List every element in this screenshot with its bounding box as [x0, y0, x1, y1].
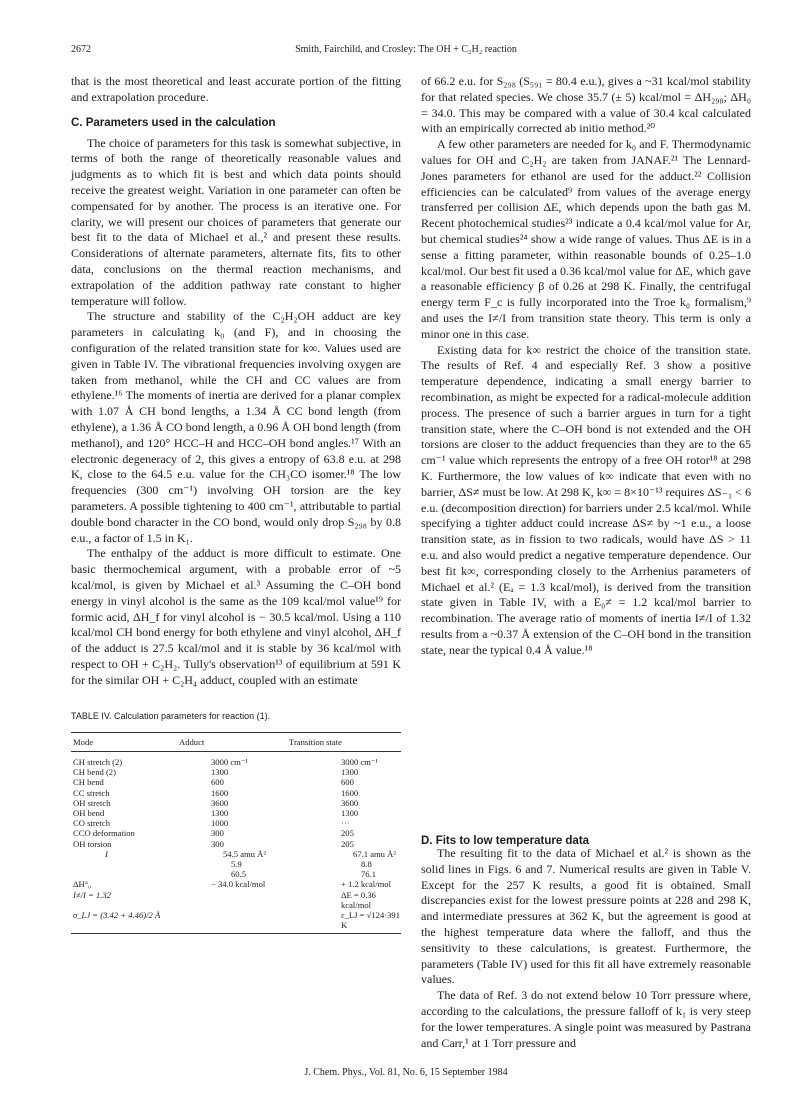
paragraph: A few other parameters are needed for k₀ and F. Thermodynamic values for OH and C₂H₂ are taken from JANAF.²¹ The Lennard-Jones parameters for ethanol are used for the adduct.²² Collision efficiencies can be calculated⁹ from values of the average energy transferred per collision ΔE, which depends upon the bath gas M. Recent photochemical studies²³ indicate a 0.4 kcal/mol value for Ar, but chemical studies²⁴ show a wide range of values. Thus ΔE is in a sense a fitting parameter, within reasonable bounds of 0.25–1.0 kcal/mol. Our best fit used a 0.36 kcal/mol value for ΔE, which gave a reasonable efficiency β of 0.26 at 298 K. Finally, the centrifugal energy term F_c is fully incorporated into the Troe k₀ formalism,⁹ and uses the I≠/I from transition state theory. This term is only a minor one in this case. — [421, 137, 751, 341]
table-header-cell: Transition state — [289, 737, 342, 747]
table-cell: − 34.0 kcal/mol — [211, 879, 266, 890]
paragraph: of 66.2 e.u. for S₂₉₈ (S₅₉₁ = 80.4 e.u.), gives a ~31 kcal/mol stability for that related species. We chose 35.7 (± 5) kcal/mol = ΔH₂₉₈; ΔH₀ = 34.0. This may be compared with a value of 30.4 kcal calculated with an empirically corrected ab initio method.²⁰ — [421, 74, 751, 136]
table-caption: TABLE IV. Calculation parameters for reaction (1). — [71, 711, 271, 721]
parameters-table — [71, 733, 401, 751]
paragraph: The structure and stability of the C₂H₂OH adduct are key parameters in calculating k₀ (and F), and in choosing the configuration of the related transition state for k∞. Values used are given in Table IV. The vibrational frequencies involving oxygen are taken from methanol, while the CH and CC values are from ethylene.¹⁶ The moments of inertia are derived for a planar complex with 1.07 Å CH bond lengths, a 1.34 Å CC bond length (from ethylene), a 1.36 Å CO bond length, a 0.96 Å OH bond length (from methanol), and 120° HCC–H and HCC–OH bond angles.¹⁷ With an electronic degeneracy of 2, this gives a entropy of 63.8 e.u. at 298 K, close to the 64.5 e.u. value for the CH₃CO isomer.¹⁸ The low frequencies (300 cm⁻¹) involving OH torsion are the key parameters. A possible tightening to 400 cm⁻¹, attributable to partial double bond character in the CO bond, would only drop S₂₉₈ by 0.8 e.u., a factor of 1.5 in K₁. — [71, 309, 401, 545]
table-row — [71, 849, 401, 859]
table-cell: + 1.2 kcal/mol — [341, 879, 391, 890]
table-cell: 60.5 — [231, 869, 247, 880]
table-cell: 3000 cm⁻¹ — [341, 757, 378, 767]
table-cell: 300 — [211, 828, 224, 839]
table-row — [71, 910, 401, 930]
table-cell: ··· — [341, 818, 350, 829]
table-cell: 1600 — [341, 787, 359, 798]
paragraph: The enthalpy of the adduct is more difficult to estimate. One basic thermochemical argument, with a probable error of ~5 kcal/mol, is given by Michael et al.³ Assuming the C–OH bond energy in vinyl alcohol is the same as the 109 kcal/mol value¹⁹ for formic acid, ΔH_f for vinyl alcohol is − 30.5 kcal/mol. Using a 110 kcal/mol CH bond energy for both ethylene and vinyl alcohol, ΔH_f of the adduct is 27.5 kcal/mol and it is stable by 36 kcal/mol with respect to OH + C₂H₂. Tully's observation¹³ of equilibrium at 591 K for the similar OH + C₂H₄ adduct, coupled with an estimate — [71, 546, 401, 687]
table-cell: ΔE = 0.36 kcal/mol — [341, 889, 376, 910]
table-cell: ΔH°₀ — [73, 879, 92, 890]
table-cell: ε_LJ = √124·391 K — [341, 910, 401, 931]
table-row — [71, 839, 401, 849]
section-heading-c: C. Parameters used in the calculation — [71, 116, 276, 129]
table-cell: 1000 — [211, 818, 229, 829]
table-cell: 1300 — [211, 767, 229, 778]
table-cell: CH stretch (2) — [73, 757, 123, 767]
table-bottom-rule — [71, 933, 401, 934]
table-cell: 3600 — [211, 797, 229, 808]
table-mid-rule — [71, 751, 401, 752]
table-cell: 600 — [341, 777, 354, 788]
table-row — [71, 818, 401, 828]
table-cell: 8.8 — [361, 859, 372, 870]
table-row — [71, 828, 401, 838]
table-cell: 205 — [341, 828, 354, 839]
table-cell: 1300 — [341, 808, 359, 819]
table-row — [71, 777, 401, 787]
table-row — [71, 879, 401, 889]
table-row — [71, 788, 401, 798]
table-cell: 3600 — [341, 797, 359, 808]
table-header-row — [71, 733, 401, 751]
table-row — [71, 869, 401, 879]
table-cell: OH torsion — [73, 838, 112, 849]
table-row — [71, 798, 401, 808]
table-row — [71, 757, 401, 767]
table-cell: 1300 — [341, 767, 359, 778]
table-row — [71, 859, 401, 869]
table-cell: CH bend — [73, 777, 104, 788]
paragraph: The choice of parameters for this task is somewhat subjective, in terms of both the range of theoretically reasonable values and judgments as to which fit is best and which data points should receive the greatest weight. Variation in one parameter can often be compensated for by another. The process is an iterative one. For clarity, we will present our choices of parameters that generate our best fit to the data of Michael et al.,² and present these results. Considerations of alternate parameters, alternate fits, fits to other data, conclusions on the thermal reaction mechanisms, and extrapolation of the addition pathway rate constant to higher temperature will follow. — [71, 135, 401, 308]
paragraph: The data of Ref. 3 do not extend below 10 Torr pressure where, according to the calculations, the pressure falloff of k₁ is very steep for the lower temperatures. A single point was measured by Pastrana and Carr,¹ at 1 Torr pressure and — [421, 988, 751, 1050]
table-row — [71, 890, 401, 910]
parameters-table-body — [71, 757, 401, 930]
table-header-cell: Adduct — [179, 737, 205, 747]
table-iv — [71, 732, 401, 934]
paragraph: The resulting fit to the data of Michael et al.² is shown as the solid lines in Figs. 6 and 7. Numerical results are given in Table V. Except for the 257 K results, a good fit is obtained. Small discrepancies exist for the lowest pressure points at 228 and 298 K, and intermediate pressures at 362 K, but the agreement is good at the highest temperature data where the falloff, and thus the sensitivity to these calculations, is greatest. Furthermore, the parameters (Table IV) used for this fit all have extremely reasonable values. — [421, 846, 751, 987]
table-cell: CCO deformation — [73, 828, 135, 839]
table-cell: 205 — [341, 838, 354, 849]
journal-footer: J. Chem. Phys., Vol. 81, No. 6, 15 September 1984 — [304, 1067, 508, 1078]
table-cell: 600 — [211, 777, 224, 788]
table-cell: CC stretch — [73, 787, 110, 798]
table-header-cell: Mode — [73, 737, 94, 747]
table-cell — [211, 890, 341, 910]
table-cell: 5.9 — [231, 859, 242, 870]
table-cell: 76.1 — [361, 869, 377, 880]
right-column-lower — [421, 846, 751, 1051]
table-cell: 67.1 amu Å² — [353, 848, 396, 859]
running-head: Smith, Fairchild, and Crosley: The OH + C₂H₂ reaction — [295, 44, 517, 55]
table-cell — [211, 910, 341, 930]
table-row — [71, 808, 401, 818]
table-cell: 3000 cm⁻¹ — [211, 757, 248, 767]
table-cell: OH stretch — [73, 797, 111, 808]
table-cell: I≠/I = 1.32 — [73, 889, 111, 900]
table-cell: 1600 — [211, 787, 229, 798]
table-cell — [71, 859, 211, 869]
paragraph: that is the most theoretical and least accurate portion of the fitting and extrapolation procedure. — [71, 74, 401, 104]
table-cell: OH bend — [73, 808, 105, 819]
table-cell: 54.5 amu Å² — [223, 848, 266, 859]
table-cell: 1300 — [211, 808, 229, 819]
paragraph: Existing data for k∞ restrict the choice of the transition state. The results of Ref. 4 and especially Ref. 3 show a positive temperature dependence, indicating a small energy barrier to recombination, as might be expected for a radical-molecule addition process. The presence of such a barrier argues in turn for a tight transition state, where the C–OH bond is not extended and the OH torsions are closer to the adduct frequencies than they are to the 65 cm⁻¹ value which represents the entropy of a free OH rotor¹⁸ at 298 K. Furthermore, the low values of k∞ indicate that even with no barrier, ΔS≠ must be low. At 298 K, k∞ = 8×10⁻¹³ requires ΔS₋₁ < 6 e.u. (decomposition direction) for barriers under 2.5 kcal/mol. While specifying a tighter adduct could increase ΔS≠ by ~1 e.u., a loose transition state, as in fission to two radicals, would have ΔS > 11 e.u. and also would predict a negative temperature dependence. Our best fit k∞, corresponding closely to the Arrhenius parameters of Michael et al.² (Eₐ = 1.3 kcal/mol), is derived from the transition state given in Table IV, with a E₀≠ = 1.2 kcal/mol barrier to recombination. The average ratio of moments of inertia I≠/I of 1.32 results from a ~0.37 Å extension of the C–OH bond in the transition state, near the typical 0.4 Å value.¹⁸ — [421, 342, 751, 657]
table-cell: CH bend (2) — [73, 767, 116, 778]
table-cell: 300 — [211, 838, 224, 849]
table-cell: σ_LJ = (3.42 + 4.46)/2 Å — [73, 910, 161, 921]
right-column — [421, 74, 751, 658]
table-cell — [71, 869, 211, 879]
table-row — [71, 767, 401, 777]
table-cell: CO stretch — [73, 818, 110, 829]
table-cell: I — [105, 848, 108, 859]
page-number: 2672 — [71, 44, 91, 55]
section-heading-d: D. Fits to low temperature data — [421, 835, 590, 847]
left-column — [71, 74, 401, 688]
